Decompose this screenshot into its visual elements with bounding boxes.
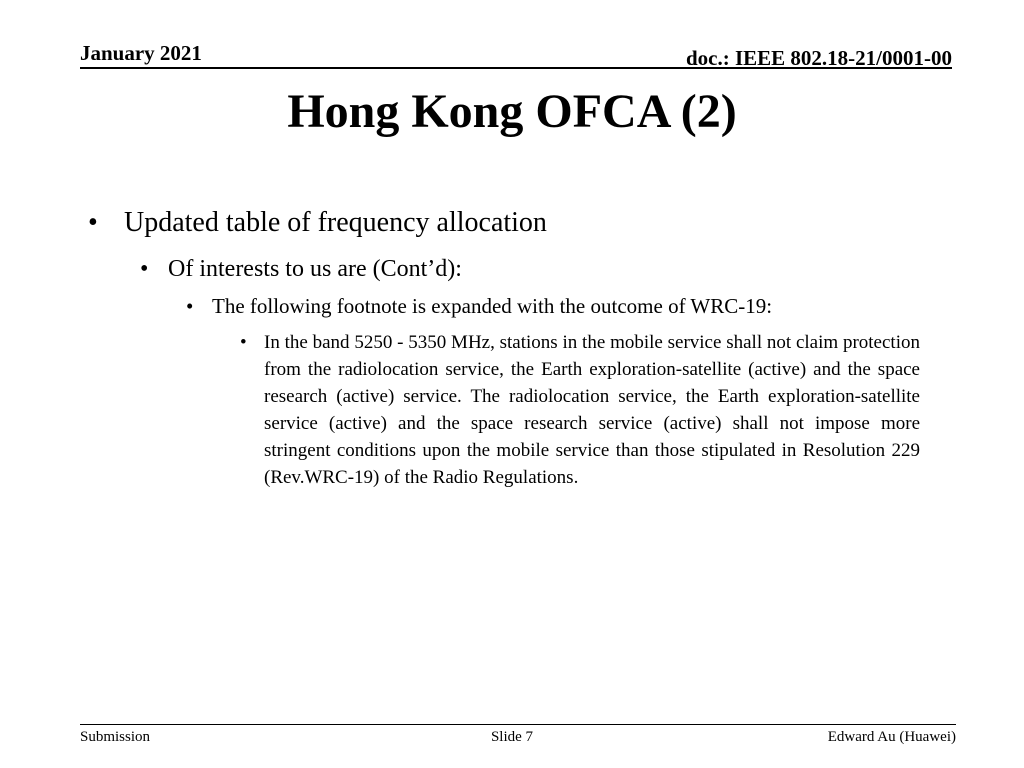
- bullet-text: The following footnote is expanded with the outcome of WRC-19:: [212, 294, 773, 318]
- bullet-icon: •: [88, 207, 98, 238]
- bullet-text: In the band 5250 - 5350 MHz, stations in the mobile service shall not claim protection from the radiolocation service, the Earth exploration-satellite (active) and the space research (active) service. The radiolocation service, the Earth exploration-satellite service (active) and the space research service (active) shall not impose more stringent conditions upon the mobile service than those stipulated in Resolution 229 (Rev.WRC-19) of the Radio Regulations.: [264, 332, 920, 488]
- footer-divider: [80, 724, 956, 725]
- footer-submission: Submission: [80, 729, 151, 745]
- bullet-text: Updated table of frequency allocation: [124, 207, 547, 238]
- header-doc-id: doc.: IEEE 802.18-21/0001-00: [685, 46, 952, 70]
- footer-author: Edward Au (Huawei): [827, 729, 956, 745]
- bullet-level-4: [240, 329, 920, 491]
- bullet-icon: •: [186, 294, 194, 318]
- slide-title: Hong Kong OFCA (2): [287, 85, 737, 138]
- header-date: January 2021: [80, 41, 202, 65]
- bullet-icon: •: [140, 256, 149, 282]
- header-divider: [80, 67, 952, 69]
- footer-slide-number: Slide 7: [490, 729, 534, 745]
- bullet-text: Of interests to us are (Cont’d):: [168, 256, 462, 282]
- bullet-icon: •: [240, 332, 247, 353]
